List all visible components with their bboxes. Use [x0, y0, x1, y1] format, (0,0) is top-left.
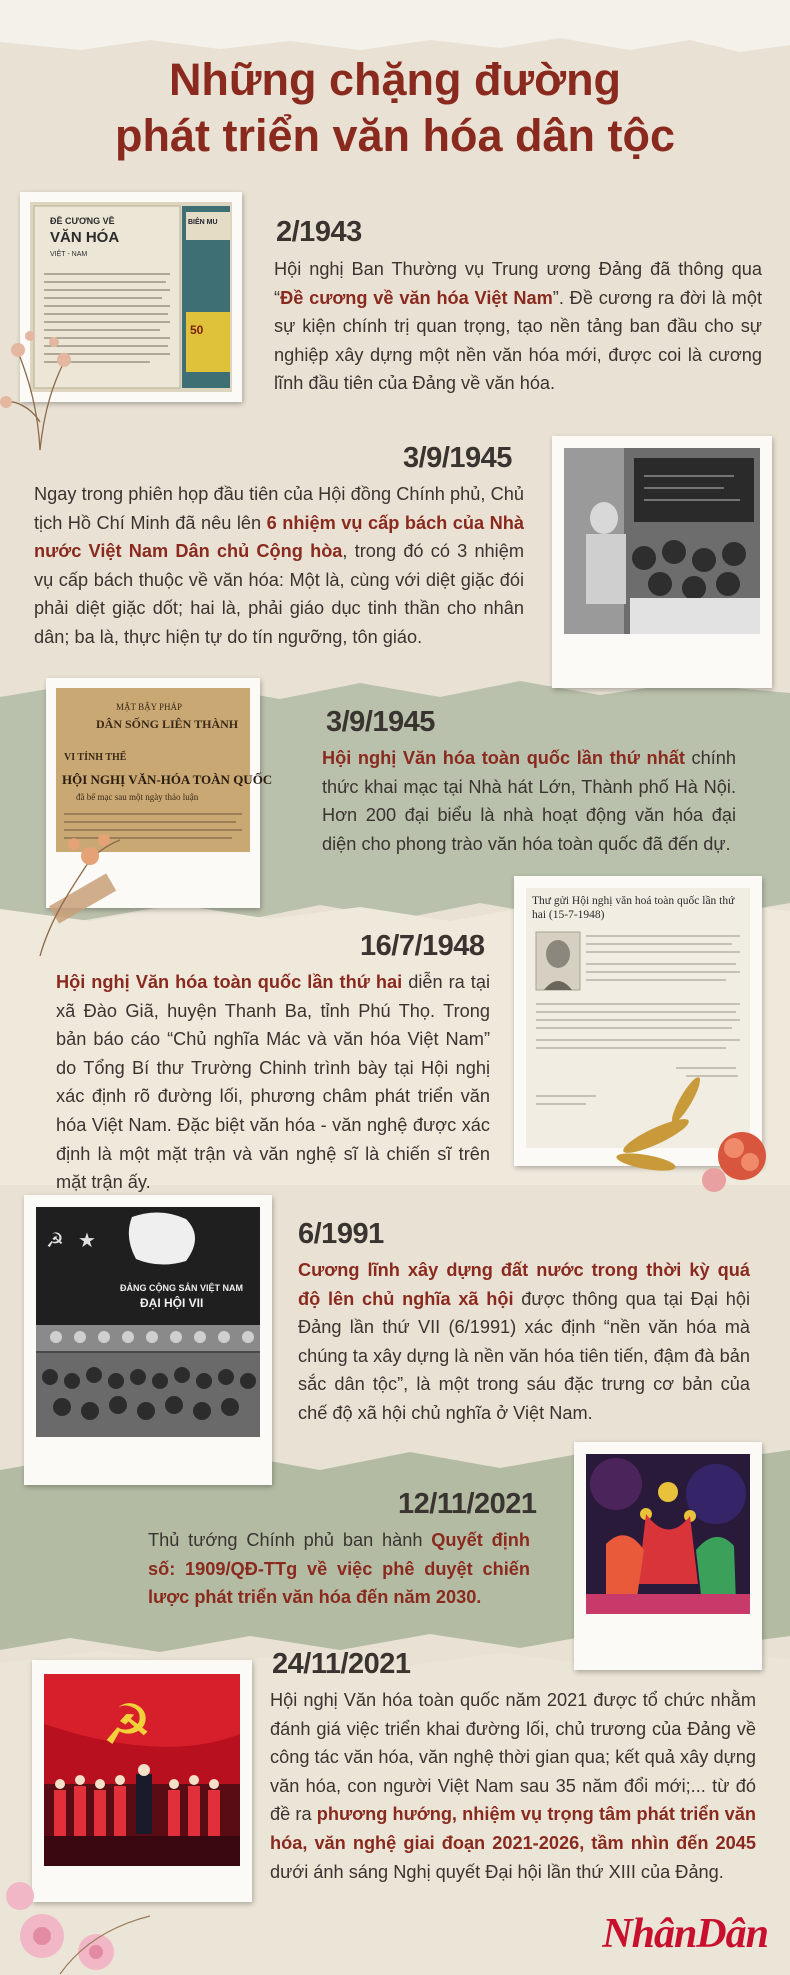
svg-text:☭: ☭	[102, 1693, 153, 1758]
event-6-text-a: Thủ tướng Chính phủ ban hành	[148, 1530, 432, 1550]
title-line-2: phát triển văn hóa dân tộc	[114, 110, 676, 161]
newspaper-label-c: VI TỈNH THỂ	[64, 752, 127, 763]
event-3-text-b: chính thức khai mạc tại Nhà hát Lớn, Thành phố Hà Nội. Hơn 200 đại biểu là nhà hoạt động văn hóa đại diện cho phong trào văn hóa toàn quốc đã đến dự.	[322, 748, 737, 854]
newspaper-label-b: DÂN SỐNG LIÊN THÀNH	[96, 717, 239, 731]
cover-label-d: BIÊN MU	[188, 219, 218, 226]
cover-label-b: VĂN HÓA	[50, 229, 120, 246]
photo-ho-chi-minh-classroom	[552, 436, 772, 688]
event-7-date: 24/11/2021	[272, 1648, 411, 1680]
event-2-text-a: Ngay trong phiên họp đầu tiên của Hội đồng Chính phủ, Chủ tịch Hồ Chí Minh đã nêu lên	[34, 484, 524, 533]
photo-dai-hoi-vii	[24, 1195, 272, 1485]
dried-flower-decoration-2	[20, 810, 130, 960]
photo-festival-performance	[574, 1442, 762, 1670]
event-1-date: 2/1943	[276, 216, 362, 248]
event-7-text-b: dưới ánh sáng Nghị quyết Đại hội lần thứ XIII của Đảng.	[270, 1861, 724, 1882]
event-5-text	[298, 1256, 750, 1428]
cover-label-c: VIỆT - NAM	[50, 251, 88, 258]
pink-flower-decoration	[0, 1856, 170, 1975]
event-2-text	[34, 480, 524, 652]
event-2-highlight: 6 nhiệm vụ cấp bách của Nhà nước Việt Nam Dân chủ Cộng hòa	[34, 512, 524, 562]
banner-label-b: ĐẠI HỘI VII	[140, 1296, 204, 1310]
event-4-text	[56, 968, 490, 1197]
congress-hall-image	[36, 1207, 260, 1437]
flower-decoration-letter	[616, 1076, 790, 1196]
dried-flower-decoration-1	[0, 322, 80, 452]
event-1-text	[274, 255, 762, 398]
event-5-text-b: được thông qua tại Đại hội Đảng lần thứ VII (6/1991) xác định “nền văn hóa mà chúng ta xây dựng là nền văn hóa tiên tiến, đậm đà bản sắc dân tộc”, là một trong sáu đặc trưng cơ bản của chế độ xã hội chủ nghĩa ở Việt Nam.	[298, 1288, 750, 1423]
event-2-date: 3/9/1945	[403, 442, 512, 474]
event-7-highlight: phương hướng, nhiệm vụ trọng tâm phát triển văn hóa, văn nghệ giai đoạn 2021-2026, tầm nhìn đến 2045	[270, 1804, 756, 1853]
event-2-text-b: , trong đó có 3 nhiệm vụ cấp bách thuộc về văn hóa: Một là, cùng với diệt giặc đói phải diệt giặc dốt; hai là, phải giáo dục tinh thần cho nhân dân; ba là, thực hiện tự do tín ngưỡng, tôn giáo.	[34, 541, 524, 647]
letter-heading: Thư gửi Hội nghị văn hoá toàn quốc lần thứ hai (15-7-1948)	[532, 895, 735, 921]
event-3-date: 3/9/1945	[326, 706, 435, 738]
event-7-text	[270, 1686, 756, 1886]
event-3-highlight: Hội nghị Văn hóa toàn quốc lần thứ nhất	[322, 748, 685, 768]
svg-text:☭: ☭	[46, 1228, 64, 1252]
event-6-highlight: Quyết định số: 1909/QĐ-TTg về việc phê duyệt chiến lược phát triển văn hóa đến năm 2030.	[148, 1530, 530, 1608]
event-4-text-b: diễn ra tại xã Đào Giã, huyện Thanh Ba, tỉnh Phú Thọ. Trong bản báo cáo “Chủ nghĩa Mác và văn hóa Việt Nam” do Tổng Bí thư Trường Chinh trình bày tại Hội nghị xác định rõ đường lối, phương châm phát triển văn hóa Việt Nam. Đặc biệt văn hóa - văn nghệ được xác định là một mặt trận và văn nghệ sĩ là chiến sĩ trên mặt trận ấy.	[56, 972, 490, 1193]
event-5-highlight: Cương lĩnh xây dựng đất nước trong thời kỳ quá độ lên chủ nghĩa xã hội	[298, 1260, 750, 1309]
conference-stage-image	[44, 1674, 240, 1866]
performance-image	[586, 1454, 750, 1614]
event-1-text-b: ”. Đề cương ra đời là một sự kiện chính trị quan trọng, tạo nền tảng ban đầu cho sự nghiệp xây dựng một nền văn hóa mới, được coi là cương lĩnh đầu tiên của Đảng về văn hóa.	[274, 287, 762, 394]
event-5-date: 6/1991	[298, 1218, 384, 1250]
banner-label-a: ĐẢNG CỘNG SẢN VIỆT NAM	[120, 1283, 244, 1293]
classroom-image	[564, 448, 760, 634]
newspaper-label-a: MẶT BẬY PHÁP	[116, 702, 183, 712]
newspaper-label-d: HỘI NGHỊ VĂN-HÓA TOÀN QUỐC	[62, 772, 273, 787]
title-line-1: Những chặng đường	[168, 54, 622, 105]
event-4-highlight: Hội nghị Văn hóa toàn quốc lần thứ hai	[56, 972, 403, 992]
svg-text:★: ★	[78, 1228, 96, 1252]
event-4-date: 16/7/1948	[360, 930, 485, 962]
event-7-text-a: Hội nghị Văn hóa toàn quốc năm 2021 được tổ chức nhằm đánh giá việc triển khai đường lối, chủ trương của Đảng về công tác văn hóa, văn nghệ thời gian qua; kết quả xây dựng văn hóa, con người Việt Nam sau 35 năm đổi mới;... từ đó đề ra	[270, 1690, 756, 1825]
event-6-date: 12/11/2021	[398, 1488, 537, 1520]
newspaper-label-e: đã bế mạc sau một ngày thảo luận	[76, 792, 199, 802]
cover-label-a: ĐỀ CƯƠNG VỀ	[50, 216, 115, 226]
svg-text:50: 50	[190, 323, 204, 337]
page-title	[0, 52, 790, 164]
event-1-highlight: Đề cương về văn hóa Việt Nam	[280, 287, 553, 308]
event-6-text	[148, 1526, 530, 1612]
nhandan-logo[interactable]: NhânDân	[602, 1911, 768, 1957]
event-1-text-a: Hội nghị Ban Thường vụ Trung ương Đảng đã thông qua “	[274, 259, 762, 308]
event-3-text	[322, 744, 736, 858]
